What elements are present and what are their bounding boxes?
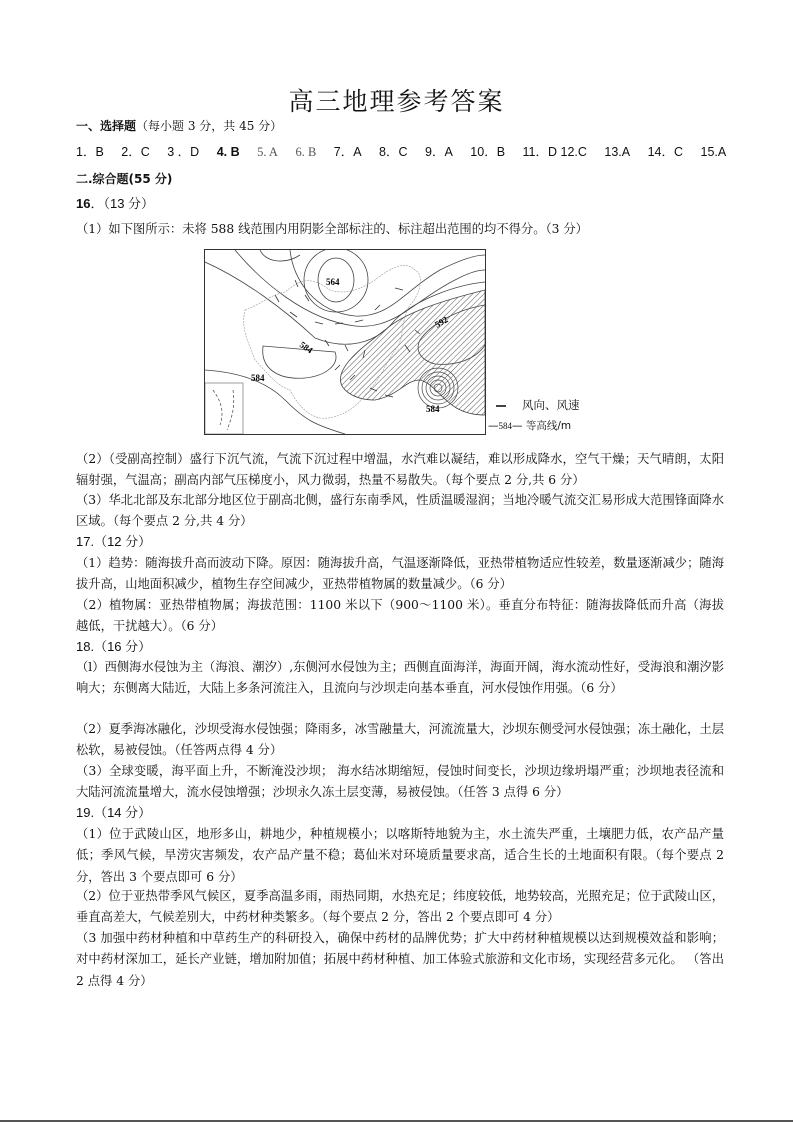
contour-label-564: 564 [326,277,340,287]
wind-barb [315,322,323,324]
q16-points: ．（13 分） [90,196,155,211]
contour-closed-west [263,346,336,378]
legend-wind [496,397,580,413]
legend-contour-num: 584 [498,421,512,431]
q16-number: 16 [76,196,91,211]
mc-answer: 4. B [216,145,240,159]
q17-part1: （1）趋势：随海拔升高而波动下降。原因：随海拔升高，气温逐渐降低，亚热带植物适应性较差，数量逐渐减少；随海拔升高，山地面积减少，植物生存空间减少，亚热带植物属的数量减少。（6 分） [76,556,724,592]
mc-answers-row [76,142,726,163]
legend-contour: —584— 等高线/m [488,420,572,432]
wind-barb [355,320,363,322]
section2-heading: 二.综合题(55 分) [76,172,173,186]
q17-part2: （2）植物属：亚热带植物属；海拔范围：1100 米以下（900～1100 米）。垂直分布特征：随海拔降低而升高（海拔越低，干扰越大）。（6 分） [76,598,724,634]
wind-barb-icon [496,405,506,407]
legend-contour-label: 等高线/m [525,420,572,432]
q16-part1: （1）如下图所示：未将 588 线范围内用阴影全部标注的、标注超出范围的均不得分。（3 分） [76,222,588,236]
mc-answer: 11．D 12.C [522,145,587,159]
typhoon-ring [418,368,458,408]
mc-answer: 9．A [425,145,453,159]
wind-barb [395,288,403,290]
contour-map [205,250,485,434]
contour-label-584-typhoon: 584 [426,404,440,414]
mc-answer: 13.A [604,145,631,159]
q19-heading: 19.（14 分） [76,805,152,820]
contour-line [260,250,300,261]
q16-part2: （2）（受副高控制）盛行下沉气流，气流下沉过程中增温，水汽难以凝结，难以形成降水，空气干燥；天气晴朗，太阳辐射强，气温高；副高内部气压梯度小，风力微弱，热量不易散失。（每个要点 2 分,共 6 分） [76,452,724,488]
section1-heading-label: 一、选择题 [76,119,137,133]
mc-answer: 7．A [333,145,362,159]
contour-line-icon: — [488,420,499,432]
mc-answer: 5. A [257,145,278,159]
page-title: 高三地理参考答案 [288,87,505,116]
q18-part2: （2）夏季海冰融化，沙坝受海水侵蚀强；降雨多，冰雪融量大，河流流量大，沙坝东侧受河水侵蚀强；冻土融化，土层松软，易被侵蚀。（任答两点得 4 分） [76,722,724,758]
q18-part3: （3）全球变暖，海平面上升，不断淹没沙坝； 海水结冰期缩短，侵蚀时间变长，沙坝边缘坍塌严重；沙坝地表径流和大陆河流流量增大，流水侵蚀增强；沙坝永久冻土层变薄，易被侵蚀。（任答 3 点得 6 分） [76,764,724,800]
mc-answer: 14．C [647,145,684,159]
q19-part2: （2）位于亚热带季风气候区，夏季高温多雨，雨热同期，水热充足；纬度较低，地势较高，光照充足；位于武陵山区，垂直高差大，气候差别大，中药材种类繁多。（每个要点 2 分，答出 2 个要点即可 4 分） [76,889,724,925]
south-sea-inset [205,383,243,434]
contour-label-584-north: 584 [297,339,315,356]
contour-label-592: 592 [433,314,450,330]
wind-barb [335,365,340,370]
wind-barb [325,340,329,346]
mc-answer: 15.A [700,145,727,159]
wind-barb [345,345,348,351]
wind-barb [295,280,298,287]
q16-part3: （3）华北北部及东北部分地区位于副高北侧，盛行东南季风，性质温暖湿润；当地冷暖气流交汇易形成大范围锋面降水区域。（每个要点 2 分,共 4 分） [76,493,724,529]
q16-heading [76,193,726,214]
wind-barb [290,312,297,317]
q19-part1: （1）位于武陵山区，地形多山，耕地少，种植规模小；以喀斯特地貌为主，水土流失严重，土壤肥力低，农产品产量低；季风气候，旱涝灾害频发，农产品产量不稳；葛仙米对环境质量要求高，适合生长的土地面积有限。（每个要点 2 分，答出 3 个要点即可 6 分） [76,827,724,884]
mc-answer: 6. B [295,145,317,159]
contour-label-584-west: 584 [251,373,265,383]
mc-answer: 2．C [121,145,150,159]
subtropical-high-shaded-area [340,290,485,415]
section1-heading-note: （每小题 3 分，共 45 分） [136,119,283,133]
q19-part3: （3 加强中药材种植和中草药生产的科研投入，确保中药材的品牌优势；扩大中药材种植规模以达到规模效益和影响；对中药材深加工，延长产业链，增加附加值；拓展中药材种植、加工体验式旅游和文化市场，实现经营多元化。 （答出 2 点得 4 分） [76,931,724,988]
mc-answer: 8．C [379,145,408,159]
wind-barb [275,295,279,302]
mc-answer: 3 ．D [167,145,200,159]
q18-heading: 18.（16 分） [76,639,152,654]
wind-barb [375,305,380,310]
mc-answer: 1．B [76,145,104,159]
q17-heading: 17.（12 分） [76,534,152,549]
section1-heading [76,116,726,137]
legend-wind-label: 风向、风速 [522,398,580,412]
weather-map-figure [204,249,486,435]
q18-part1: （l）西侧海水侵蚀为主（海浪、潮汐）,东侧河水侵蚀为主；西侧直面海洋，海面开阔，海水流动性好，受海浪和潮汐影响大；东侧离大陆近，大陆上多条河流注入，且流向与沙坝走向基本垂直，河水侵蚀作用强。（6 分） [76,660,724,696]
mc-answer: 10．B [470,145,506,159]
